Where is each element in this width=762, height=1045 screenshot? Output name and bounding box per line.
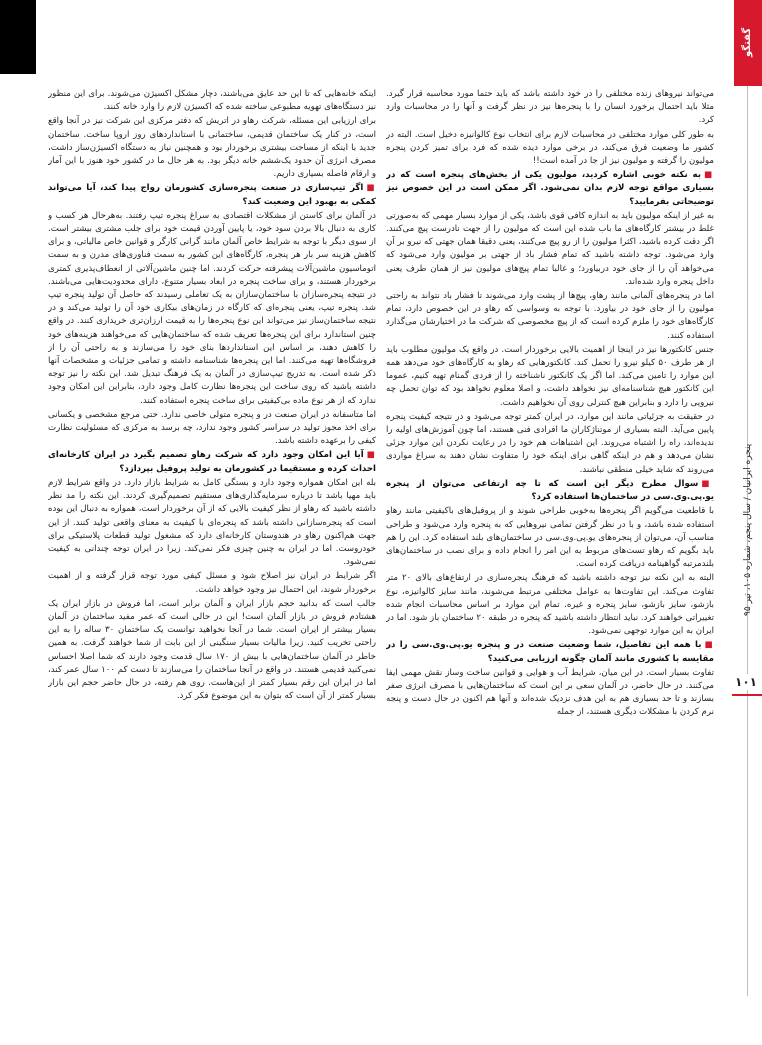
body-paragraph: به طور کلی موارد مختلفی در محاسبات لازم برای انتخاب نوع کالوانیزه دخیل است. البته در کشور ما وضعیت فرق می‌کند، در برخی موارد دیده شده که فرد برای تمیز کردن پنجره مولیون را گرفته و مولیون نیز از جا در آمده است!! [386,129,714,167]
question-marker-icon: ■ [366,183,376,194]
body-paragraph: به غیر از اینکه مولیون باید به اندازه کافی قوی باشد، یکی از موارد بسیار مهمی که به‌صورتی غلط در بیشتر کارگاه‌های ما باب شده این است که مولیون را از جهت نادرست پیچ می‌کنند. اگر دقت کرده باشید، اکثرا مولیون را از رو پیچ می‌کنند، یعنی دقیقا همان جهتی که نیرو بر آن وارد می‌شود. توجه داشته باشید که تمام فشار باد از جهتی بر مولیون وارد می‌شود که می‌خواهد آن را از جای خود دربیاورد؛ و غالبا تمام پیچ‌های مولیون نیز از همان طرف یعنی داخل پنجره وارد شده‌اند. [386,210,714,287]
body-paragraph: اما متاسفانه در ایران صنعت در و پنجره متولی خاصی ندارد. حتی مرجع مشخصی و یکسانی برای اخذ مجوز تولید در سراسر کشور وجود ندارد، چه برسد به مرکزی که مسئولیت نظارت کیفی را برعهده داشته باشد. [48,409,376,447]
body-paragraph: بله این امکان همواره وجود دارد و بستگی کامل به شرایط بازار دارد. در واقع شرایط لازم باید مهیا باشد تا درباره سرمایه‌گذاری‌های مستقیم تصمیم‌گیری کردند. این نکته را مد نظر داشته باشید که رهاو از نظر کیفیت بالایی که از آن برخوردار است، همواره به دنبال این بوده است که پنجره‌سازانی داشته باشد که پنجره‌ای با کیفیت به معنای واقعی تولید کنند. از این جهت هم‌اکنون رهاو در هندوستان کارخانه‌ای دارد که مشغول تولید قطعات پلاستیکی برای خودروست. اما در ایران به چنین چیزی فکر نمی‌کند. زیرا در ایران توجه چندانی به کیفیت نمی‌شود. [48,477,376,568]
question-text: اگر تیپ‌سازی در صنعت پنجره‌سازی کشورمان رواج پیدا کند، آیا می‌تواند کمکی به بهبود این وضعیت کند؟ [48,183,376,207]
interview-question [386,478,714,504]
top-black-bar [0,0,36,74]
question-marker-icon: ■ [704,170,714,181]
page-number: ۱۰۱ [735,675,757,689]
magazine-info [736,370,760,690]
interview-question [48,449,376,475]
body-paragraph: برای ارزیابی این مسئله، شرکت رهاو در اتریش که دفتر مرکزی این شرکت نیز در آنجا واقع است، در کنار یک ساختمان قدیمی، ساختمانی با استانداردهای روز اروپا ساخت. ساختمان جدید با اینکه از مساحت بیشتری برخوردار بود و همچنین نیاز به دستگاه اکسیژن‌ساز داشت، مصرف انرژی آن حدود یک‌ششم خانه دیگر بود. به هر حال ما در کشور خود هنوز با این آمار و ارقام فاصله بسیاری داریم. [48,116,376,180]
body-paragraph: اگر شرایط در ایران نیز اصلاح شود و مسئل کیفی مورد توجه قرار گرفته و از اهمیت برخوردار شوند، این احتمال نیز وجود خواهد داشت. [48,571,376,595]
body-paragraph: اما در پنجره‌های آلمانی مانند رهاو، پیچ‌ها از پشت وارد می‌شوند تا فشار باد نتواند به راحتی مولیون را از جای خود در بیاورد. با توجه به وسواسی که رهاو در این خصوص دارد، تمام کارگاه‌های خود را ملزم کرده است که از پیچ مخصوصی که شرکت ما در اختیارشان می‌گذارد استفاده کنند. [386,291,714,341]
question-text: به نکته خوبی اشاره کردید، مولیون یکی از بخش‌های پنجره است که در بسیاری مواقع توجه لازم بدان نمی‌شود. اگر ممکن است در این خصوص نیز توضیحاتی بفرمایید؟ [386,170,714,207]
body-paragraph: در آلمان برای کاستن از مشکلات اقتصادی به سراغ پنجره تیپ رفتند. به‌هرحال هر کسب و کاری به دنبال بالا بردن سود خود، یا پایین آوردن قیمت خود برای جلب مشتری بیشتر است. از سوی دیگر با توجه به شرایط خاص آلمان مانند گرانی کارگر و قوانین خاص مالیاتی، و برای کاهش هزینه سر بار هر پنجره، کارگاه‌های این کشور به سمت فناوری‌های مدرن و به سمت اتوماسیون ماشین‌آلات پیشرفته حرکت کردند. اما چنین ماشین‌آلاتی از انعطاف‌پذیری کمتری برخوردار هستند، و برای ساخت پنجره در ابعاد بسیار متنوع، دارای محدودیت‌هایی می‌باشند. در نتیجه پنجره‌سازان با ساختمان‌سازان به یک تعاملی رسیدند که حاصل آن تولید پنجره تیپ شد. پنجره تیپ، یعنی پنجره‌ای که کارگاه در زمان‌های بیکاری خود آن را تولید می‌کند و در نتیجه ساختمان‌ساز نیز می‌تواند این نوع پنجره‌ها را به قیمت ارزان‌تری خریداری کنند. در واقع چنین استاندارد برای این پنجره‌ها تعریف شده که ساختمان‌هایی که می‌خواهند هزینه‌های خود را کاهش دهند، بر اساس این استانداردها بنای خود را می‌سازند و به راحتی آن را از فروشگاه‌ها تهیه می‌کنند. اما این پنجره‌ها شناسنامه داشته و تمامی جزئیات و مشخصات آنها ذکر شده است. به تدریج تیپ‌سازی در آلمان به یک فرهنگ تبدیل شد. این نکته را نیز توجه داشته باشید که روی ساخت این پنجره‌ها نظارت کامل وجود دارد، بنابراین این امکان وجود ندارد که از هر نوع ماده بی‌کیفیتی برای ساخت پنجره استفاده کنند. [48,210,376,406]
section-tab-label: گفتگو [742,27,753,57]
body-paragraph: تفاوت بسیار است. در این میان، شرایط آب و هوایی و قوانین ساخت وساز نقش مهمی ایفا می‌کنند. در حال حاضر، در آلمان سعی بر این است که ساختمان‌هایی با مصرف انرژی صفر بسازند و تا حد بسیاری هم به این هدف نزدیک شده‌اند و آنها هم اکنون در حال دست و پنجه نرم کردن با مشکلات دیگری هستند، از جمله [386,667,714,718]
question-marker-icon: ■ [704,640,714,651]
body-paragraph: اینکه خانه‌هایی که تا این حد عایق می‌باشند، دچار مشکل اکسیژن می‌شوند. برای این منظور نیز دستگاه‌های تهویه مطبوعی ساخته شده که اکسیژن لازم را وارد خانه کنند. [48,89,376,113]
interview-question [386,169,714,209]
page-number-rule [732,694,762,696]
body-paragraph: جالب است که بدانید حجم بازار ایران و آلمان برابر است، اما فروش در بازار ایران یک هشتادم فروش در بازار آلمان است! این در حالی است که عمر مفید ساختمان در آلمان بسیار بیشتر از ایران است. شما در آنجا نخواهید توانست یک ساختمان ۳۰ ساله را به این راحتی تخریب کنید. زیرا مالیات بسیار سنگینی از این بابت از شما خواهند گرفت. به همین خاطر در آلمان ساختمان‌هایی با بیش از ۱۷۰ سال قدمت وجود دارند که شما اصلا احساس نمی‌کنید قدیمی هستند. در واقع در آنجا ساختمان را می‌سازند تا دست کم ۱۰۰ سال عمر کند، اما در ایران این رقم بسیار کمتر از این‌هاست. روی هم رفته، در حال حاضر حجم این بازار بسیار کمتر از آن است که بتوان به این موضوع فکر کرد. [48,598,376,702]
question-text: سوال مطرح دیگر این است که تا چه ارتفاعی می‌توان از پنجره یو.پی.وی.سی در ساختمان‌ها استفاده کرد؟ [386,478,714,503]
magazine-line: پنجره ایرانیان / سال پنجم، شماره ۱۰۵، تیر ۹۵ [743,443,753,617]
question-marker-icon: ■ [366,450,376,461]
body-paragraph: در حقیقت به جزئیاتی مانند این موارد، در ایران کمتر توجه می‌شود و در نتیجه کیفیت پنجره پایین می‌آید. البته بسیاری از موتناژکاران ما افرادی فنی هستند، اما چون آموزش‌های اولیه را ندیده‌اند، راه را اشتباه می‌روند. این اشتباهات هم خود را در رعایت نکردن این موارد جزئی نشان می‌دهد و هم در اینکه گاهی برای اینکه خود را متفاوت نشان دهند به سراغ مواردی می‌روند که شاید خیلی منطقی نباشند. [386,411,714,475]
section-tab [734,0,762,86]
body-paragraph: با قاطعیت می‌گویم اگر پنجره‌ها به‌خوبی طراحی شوند و از پروفیل‌های باکیفیتی مانند رهاو استفاده شده باشد، و با در نظر گرفتن تمامی نیروهایی که به پنجره وارد می‌شود و طراحی مناسب آن، می‌توان از پنجره‌های یو.پی.وی.سی در ساختمان‌های بلند استفاده کرد. این را هم باید بگویم که رهاو تست‌های مربوط به این امر را انجام داده و برای نصب در ساختمان‌های بلندمرتبه گواهینامه دریافت کرده است. [386,506,714,570]
body-paragraph: می‌تواند نیروهای زنده مختلفی را در خود داشته باشد که باید حتما مورد محاسبه قرار گیرد. مثلا باید احتمال برخورد انسان را با پنجره‌ها نیز در نظر گرفت و آنها را در محاسبات وارد کرد. [386,89,714,126]
question-marker-icon: ■ [701,478,714,489]
right-column [386,88,714,988]
interview-question [48,182,376,208]
interview-question [386,639,714,665]
question-text: با همه این تفاصیل، شما وضعیت صنعت در و پنجره یو.پی.وی.سی را در مقایسه با کشوری مانند آلمان چگونه ارزیابی می‌کنید؟ [386,640,714,664]
left-column [48,88,376,988]
body-paragraph: جنس کانکتورها نیز در اینجا از اهمیت بالایی برخوردار است. در واقع یک مولیون مطلوب باید از هر طرف ۵۰ کیلو نیرو را تحمل کند. کانکتورهایی که رهاو به کارگاه‌های خود می‌دهد همه این موارد را تامین می‌کند. اما اگر یک کانکتور ناشناخته را از فردی گمنام تهیه کنیم، عموما این کانکتور هیچ شناسنامه‌ای نیز نخواهد داشت، و اصلا معلوم نخواهد بود که توان تحمل چه نیرویی را دارد و بنابراین هیچ کنترلی روی آن نخواهیم داشت. [386,344,714,408]
question-text: آیا این امکان وجود دارد که شرکت رهاو تصمیم بگیرد در ایران کارخانه‌ای احداث کرده و مستقیما در کشورمان به تولید پروفیل بپردازد؟ [48,450,376,474]
body-paragraph: البته به این نکته نیز توجه داشته باشید که فرهنگ پنجره‌سازی در ارتفاع‌های بالای ۲۰ متر تفاوت می‌کند. این تفاوت‌ها به عوامل مختلفی مرتبط می‌شوند، مانند سایز کالوانیزه، نوع بازشو، سایز بازشو، سایز پنجره و غیره. تمام این موارد بر اساس محاسبات انجام شده تغییراتی خواهند کرد. نباید انتظار داشته باشید که پنجره در طبقه ۲۰ ساختمان باز شود. اما در ایران به این موارد توجهی نمی‌شود. [386,573,714,637]
